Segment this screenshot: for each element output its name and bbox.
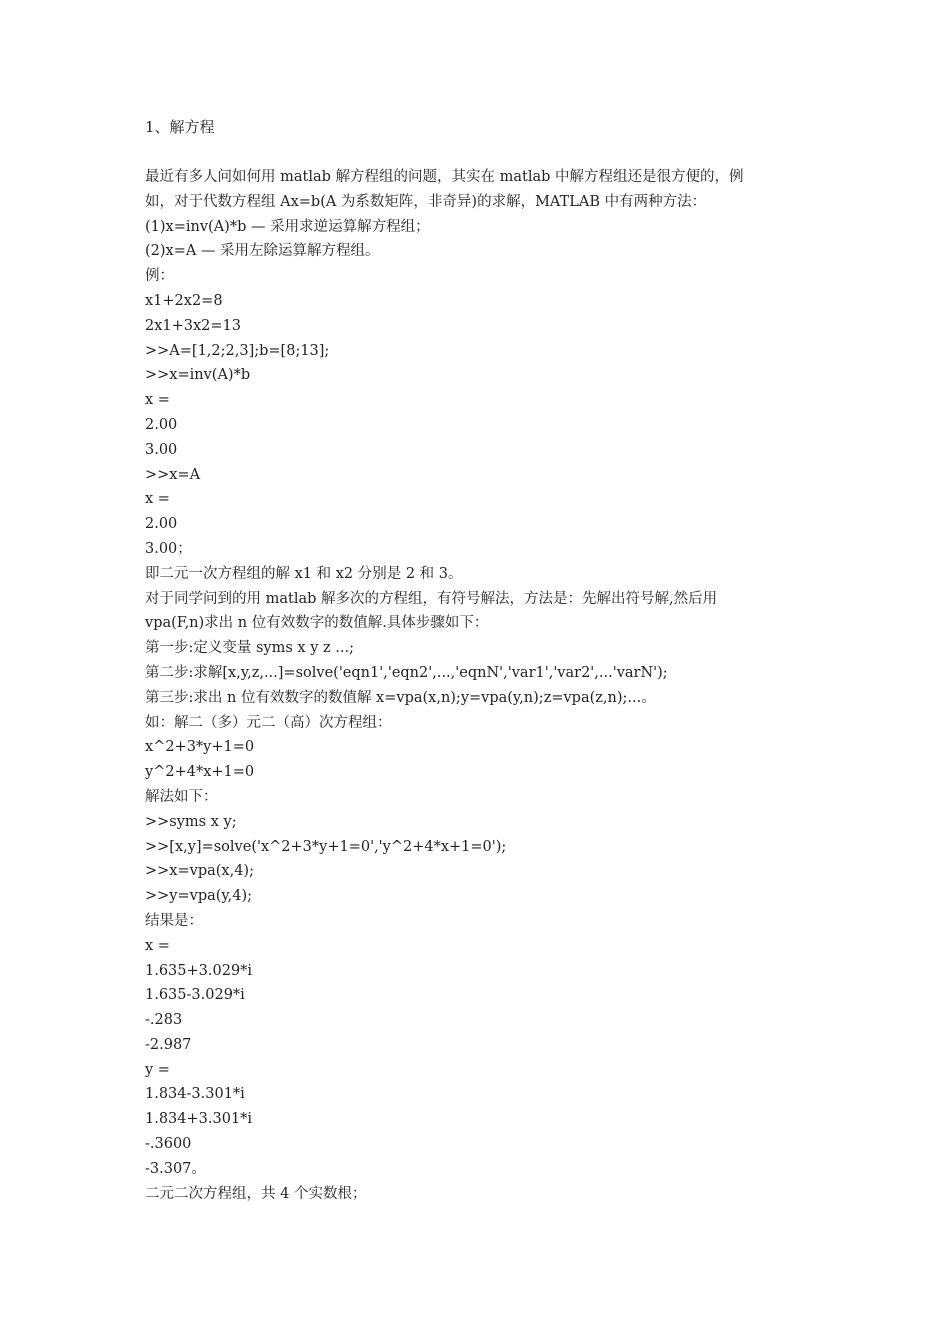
text-line: x1+2x2=8 — [145, 292, 223, 309]
text-line: >>syms x y; — [145, 813, 237, 830]
text-line: 2x1+3x2=13 — [145, 317, 242, 334]
text-line: vpa(F,n)求出 n 位有效数字的数值解.具体步骤如下： — [145, 615, 489, 632]
text-line: y = — [145, 1061, 170, 1078]
text-line: 1.635-3.029*i — [145, 987, 245, 1004]
text-line: 最近有多人问如何用 matlab 解方程组的问题，其实在 matlab 中解方程组还是很方便的，例 — [145, 169, 744, 185]
text-line: >>A=[1,2;2,3];b=[8;13]; — [145, 342, 330, 359]
text-line: >>x=inv(A)*b — [145, 367, 251, 384]
text-line: x^2+3*y+1=0 — [145, 739, 255, 756]
text-line: 2.00 — [145, 416, 178, 433]
text-line: 1.834+3.301*i — [145, 1111, 253, 1128]
text-line: 解法如下： — [145, 788, 218, 805]
text-line: 即二元一次方程组的解 x1 和 x2 分别是 2 和 3。 — [145, 565, 463, 582]
text-line: >>x=vpa(x,4); — [145, 863, 254, 880]
text-line: 对于同学问到的用 matlab 解多次的方程组，有符号解法，方法是：先解出符号解,然后用 — [145, 590, 718, 607]
text-line: -3.307。 — [145, 1160, 206, 1177]
text-line: 2.00 — [145, 516, 178, 533]
text-line: (2)x=A — 采用左除运算解方程组。 — [145, 243, 380, 260]
text-line: (1)x=inv(A)*b — 采用求逆运算解方程组； — [145, 218, 430, 235]
text-line: 第二步:求解[x,y,z,...]=solve('eqn1','eqn2',...,'eqnN','var1','var2',...'varN'); — [145, 664, 668, 681]
text-line: >>[x,y]=solve('x^2+3*y+1=0','y^2+4*x+1=0'); — [145, 838, 507, 855]
text-line: x = — [145, 937, 170, 954]
section-heading: 1、解方程 — [145, 118, 215, 136]
text-line: y^2+4*x+1=0 — [145, 764, 255, 781]
text-line: 第三步:求出 n 位有效数字的数值解 x=vpa(x,n);y=vpa(y,n);z=vpa(z,n);...。 — [145, 689, 656, 706]
text-line: -.283 — [145, 1012, 183, 1029]
text-line: 二元二次方程组，共 4 个实数根； — [145, 1185, 367, 1202]
text-line: 第一步:定义变量 syms x y z ...; — [145, 640, 354, 657]
text-line: 3.00； — [145, 540, 192, 557]
text-line: 如：解二（多）元二（高）次方程组： — [145, 714, 392, 731]
text-line: 结果是： — [145, 912, 203, 929]
text-line: >>y=vpa(y,4); — [145, 888, 253, 905]
text-line: x = — [145, 392, 170, 409]
text-line: 3.00 — [145, 441, 178, 458]
text-line: -2.987 — [145, 1036, 192, 1053]
text-line: 例： — [145, 268, 174, 285]
document-body — [145, 165, 815, 1206]
text-line: >>x=A — [145, 466, 201, 483]
text-line: 如，对于代数方程组 Ax=b(A 为系数矩阵，非奇异)的求解，MATLAB 中有两种方法： — [145, 193, 707, 210]
text-line: 1.834-3.301*i — [145, 1086, 245, 1103]
text-line: -.3600 — [145, 1136, 192, 1153]
text-line: x = — [145, 491, 170, 508]
text-line: 1.635+3.029*i — [145, 962, 253, 979]
